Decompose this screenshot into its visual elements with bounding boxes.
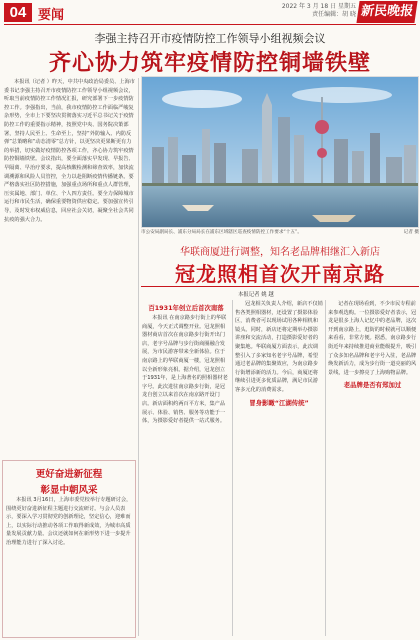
column-divider: [325, 300, 326, 636]
column-divider: [232, 300, 233, 636]
second-headline: 冠龙照相首次开南京路: [175, 262, 385, 286]
newspaper-logo: 新民晚报: [356, 1, 417, 23]
lead-headline: 齐心协力筑牢疫情防控铜墙铁壁: [48, 51, 371, 76]
issue-editor: 责任编辑：胡 晓: [312, 11, 356, 18]
second-column-2: [235, 300, 323, 636]
section-name: 要闻: [38, 8, 65, 23]
side-headline: [4, 466, 134, 496]
side-body: 本报讯 3月16日，上海市委党校举行专题研讨会，围绕更好奋进新征程主题进行交流研讨。与会人员表示，要深入学习贯彻党的创新理论，坚定信心，迎难而上，以实际行动推动各项工作取得新成效，为城市高质量发展贡献力量。会议还就如何在新形势下进一步提升治理能力进行了深入讨论。: [6, 497, 132, 546]
second-subhead-c: 老品牌是否有郑加过: [343, 381, 402, 390]
second-col1-text: 本报讯 在南京路步行街上的华联商厦，今天正式调整开业。冠龙照相器材商店首次在南京路步行街开出门店，老字号品牌与步行街商圈融合发展，为市民游客带来全新体验。位于南京路上的华联商厦一楼，冠龙照相以全新形象亮相。据介绍，冠龙创立于1931年，是上海著名的照相器材老字号。此次进驻南京路步行街，是冠龙自创立以来首次在南京路开设门店。新店面积约两百平方米，集产品展示、体验、销售、服务等功能于一体，为摄影爱好者提供一站式服务。: [142, 315, 228, 425]
second-subhead-a: 百1931年创立后首次南落: [148, 304, 224, 312]
photo-caption: [141, 230, 419, 236]
second-subhead: 华联商厦进行调整，知名老品牌相继汇入新店: [180, 247, 380, 258]
section-number: 04: [4, 3, 32, 22]
second-subhead-b: 冒身影瞰“江湖传统”: [249, 398, 309, 407]
second-column-3: [328, 300, 417, 636]
news-photo: [141, 76, 419, 228]
second-byline: 本报记者 姚 越: [238, 292, 274, 298]
issue-date: 2022 年 3 月 18 日 星期五: [281, 3, 356, 10]
side-headline-line2: 彰显中朝风采: [40, 485, 98, 496]
lead-body-column: [4, 78, 136, 458]
column-divider: [138, 78, 139, 636]
issue-meta: [282, 3, 356, 19]
photo-caption-text: 市公安局副局长、浦东分局局长在浦东区域辖区巡查疫情防控工作要求“十五”。: [141, 230, 302, 235]
city-skyline-image: [142, 77, 419, 228]
side-body-column: [6, 496, 134, 636]
lead-body: 本报讯（记者 ）昨天，中共中央政治局委员、上海市委书记李强主持召开市疫情防控工作领导小组视频会议，听取当前疫情防控工作情况汇报，研究部署下一步疫情防控工作。李强指出，当前，我市疫情防控工作面临严峻复杂形势，全市上下要坚决贯彻落实习近平总书记关于疫情防控工作的重要指示精神，按照党中央、国务院决策部署，坚持人民至上、生命至上，坚持“外防输入、内防反弹”总策略和“动态清零”总方针，以更坚决更果断更有力的举措，切实做好疫情防控各项工作，齐心协力筑牢疫情防控铜墙铁壁。会议指出，要全面落实早发现、早报告、早隔离、早治疗要求，提高核酸检测和筛查效率，加快流调溯源和风险人员管控，全力以赴阻断疫情传播链条。要严格落实社区防控措施，加强重点场所和重点人群管理，压实属地、部门、单位、个人四方责任。要全力保障城市运行和市民生活，确保重要物资供应稳定。要加强宣传引导，及时发布权威信息，回应社会关切，凝聚全社会共同抗疫的强大合力。: [4, 79, 135, 223]
masthead: [0, 0, 420, 26]
masthead-rule: [4, 24, 416, 25]
second-col2-text: 冠龙相关负责人介绍，新店不仅销售各类照相器材，还设置了摄影体验区，消费者可以现场试用各种相机和镜头。同时，新店还将定期举办摄影讲座和交流活动，打造摄影爱好者的聚集地。华联商厦方面表示，此次调整引入了多家知名老字号品牌，希望通过老品牌的集聚效应，为南京路步行街增添新的活力。今后，商厦还将继续引进更多优质品牌，满足市民游客多元化的消费需求。: [235, 301, 323, 393]
second-headline-rule: [141, 286, 419, 287]
second-col3-text: 记者在现场看到，不少市民专程前来参观选购。一位摄影爱好者表示，冠龙是很多上海人记忆中的老品牌，这次开到南京路上，逛街的时候就可以顺便来看看，非常方便。据悉，南京路步行街近年来持续推进商业能级提升，吸引了众多知名品牌和老字号入驻，老品牌焕发新活力，成为步行街一道亮丽的风景线，进一步擦亮了上海购物品牌。: [328, 301, 417, 376]
side-headline-line1: 更好奋进新征程: [35, 469, 103, 480]
second-column-1: [142, 300, 230, 636]
lead-kicker: 李强主持召开市疫情防控工作领导小组视频会议: [94, 32, 326, 45]
photo-credit: 记者 摄: [403, 230, 419, 235]
